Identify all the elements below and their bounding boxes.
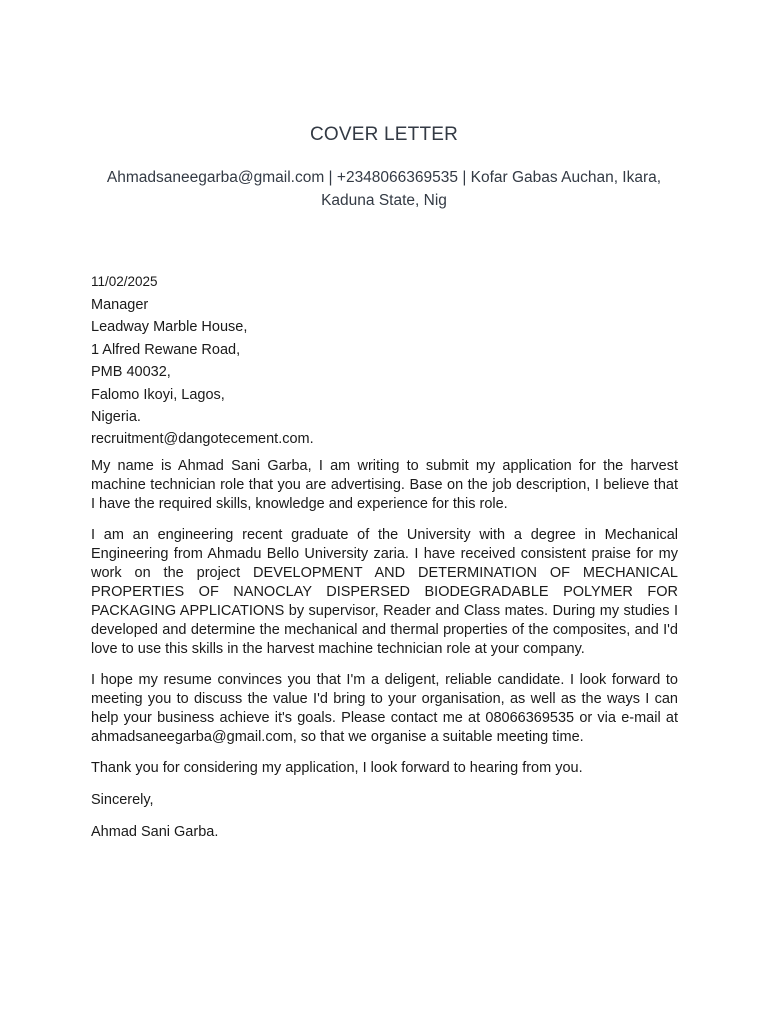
letter-body (91, 457, 678, 855)
closing-salutation: Sincerely, (91, 792, 154, 808)
recipient-country: Nigeria. (91, 409, 141, 426)
recipient-address-line: 1 Alfred Rewane Road, (91, 341, 241, 358)
body-paragraph-contact: I hope my resume convinces you that I'm a deligent, reliable candidate. I look forward to meeting you to discuss the value I'd bring to your organisation, as well as the ways I can help your business achieve it's goals. Please contact me at 08066369535 or via e-mail at ahmadsaneegarba@gmail.com, so that we organise a suitable meeting time. (91, 672, 678, 745)
recipient-address-line: Leadway Marble House, (91, 319, 248, 336)
body-paragraph-thanks: Thank you for considering my application, I look forward to hearing from you. (91, 760, 583, 776)
recipient-address (91, 294, 314, 451)
body-paragraph-background: I am an engineering recent graduate of the University with a degree in Mechanical Engineering from Ahmadu Bello University zaria. I have received consistent praise for my work on the project DEVELOPMENT AND DETERMINATION OF MECHANICAL PROPERTIES OF NANOCLAY DISPERSED BIODEGRADABLE POLYMER FOR PACKAGING APPLICATIONS by supervisor, Reader and Class mates. During my studies I developed and determine the mechanical and thermal properties of the composites, and I'd love to use this skills in the harvest machine technician role at your company. (91, 527, 678, 657)
recipient-address-line: Falomo Ikoyi, Lagos, (91, 386, 225, 403)
letter-date: 11/02/2025 (91, 274, 158, 289)
recipient-title: Manager (91, 297, 149, 313)
contact-info: Ahmadsaneegarba@gmail.com | +2348066369535 | Kofar Gabas Auchan, Ikara, Kaduna State, Nig (106, 169, 662, 209)
signature-name: Ahmad Sani Garba. (91, 824, 219, 840)
recipient-email: recruitment@dangotecement.com. (91, 431, 314, 448)
document-title: COVER LETTER (309, 124, 459, 145)
body-paragraph-intro: My name is Ahmad Sani Garba, I am writing to submit my application for the harvest machine technician role that you are advertising. Base on the job description, I believe that I have the required skills, knowledge and experience for this role. (91, 458, 678, 512)
recipient-address-line: PMB 40032, (91, 364, 171, 381)
